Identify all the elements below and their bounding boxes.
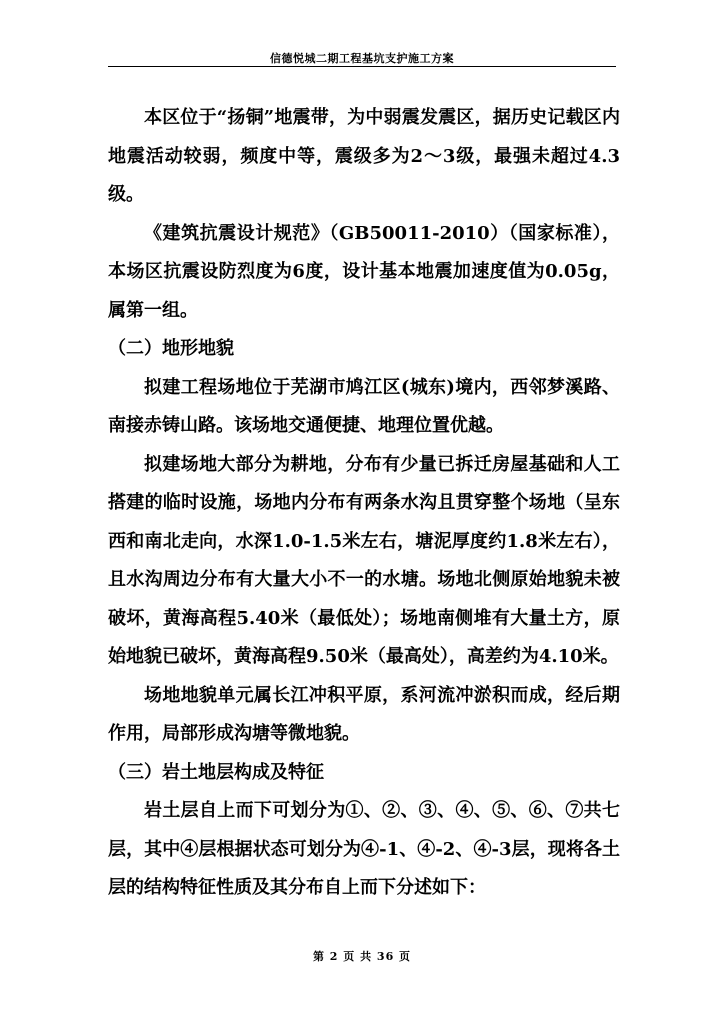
paragraph-site-conditions: 拟建场地大部分为耕地，分布有少量已拆迁房屋基础和人工搭建的临时设施，场地内分布有两条水沟且贯穿整个场地（呈东西和南北走向，水深1.0-1.5米左右，塘泥厚度约1.8米左右），且水沟周边分布有大量大小不一的水塘。场地北侧原始地貌未被破坏，黄海高程5.40米（最低处）；场地南侧堆有大量土方，原始地貌已破坏，黄海高程9.50米（最高处），高差约为4.10米。: [108, 453, 620, 667]
paragraph-strata-layers: 岩土层自上而下可划分为①、②、③、④、⑤、⑥、⑦共七层，其中④层根据状态可划分为④-1、④-2、④-3层，现将各土层的结构特征性质及其分布自上而下分述如下：: [108, 800, 620, 898]
header-divider: [108, 66, 616, 67]
paragraph-site-location: 拟建工程场地位于芜湖市鸠江区(城东)境内，西邻梦溪路、南接赤铸山路。该场地交通便捷、地理位置优越。: [108, 376, 620, 436]
document-body: [108, 99, 620, 908]
paragraph-seismic-code: 《建筑抗震设计规范》（GB50011-2010）（国家标准），本场区抗震设防烈度为6度，设计基本地震加速度值为0.05g，属第一组。: [108, 222, 620, 321]
section-heading-strata: （三）岩土地层构成及特征: [108, 761, 324, 783]
paragraph-seismic-zone: 本区位于“扬铜”地震带，为中弱震发震区，据历史记载区内地震活动较弱，频度中等，震级多为2～3级，最强未超过4.3级。: [108, 107, 620, 205]
page-number: 第 2 页 共 36 页: [312, 950, 412, 963]
section-heading-terrain: （二）地形地貌: [108, 338, 234, 359]
page-header: 信德悦城二期工程基坑支护施工方案: [270, 52, 454, 65]
paragraph-geomorphology: 场地地貌单元属长江冲积平原，系河流冲淤积而成，经后期作用，局部形成沟塘等微地貌。: [108, 684, 620, 744]
